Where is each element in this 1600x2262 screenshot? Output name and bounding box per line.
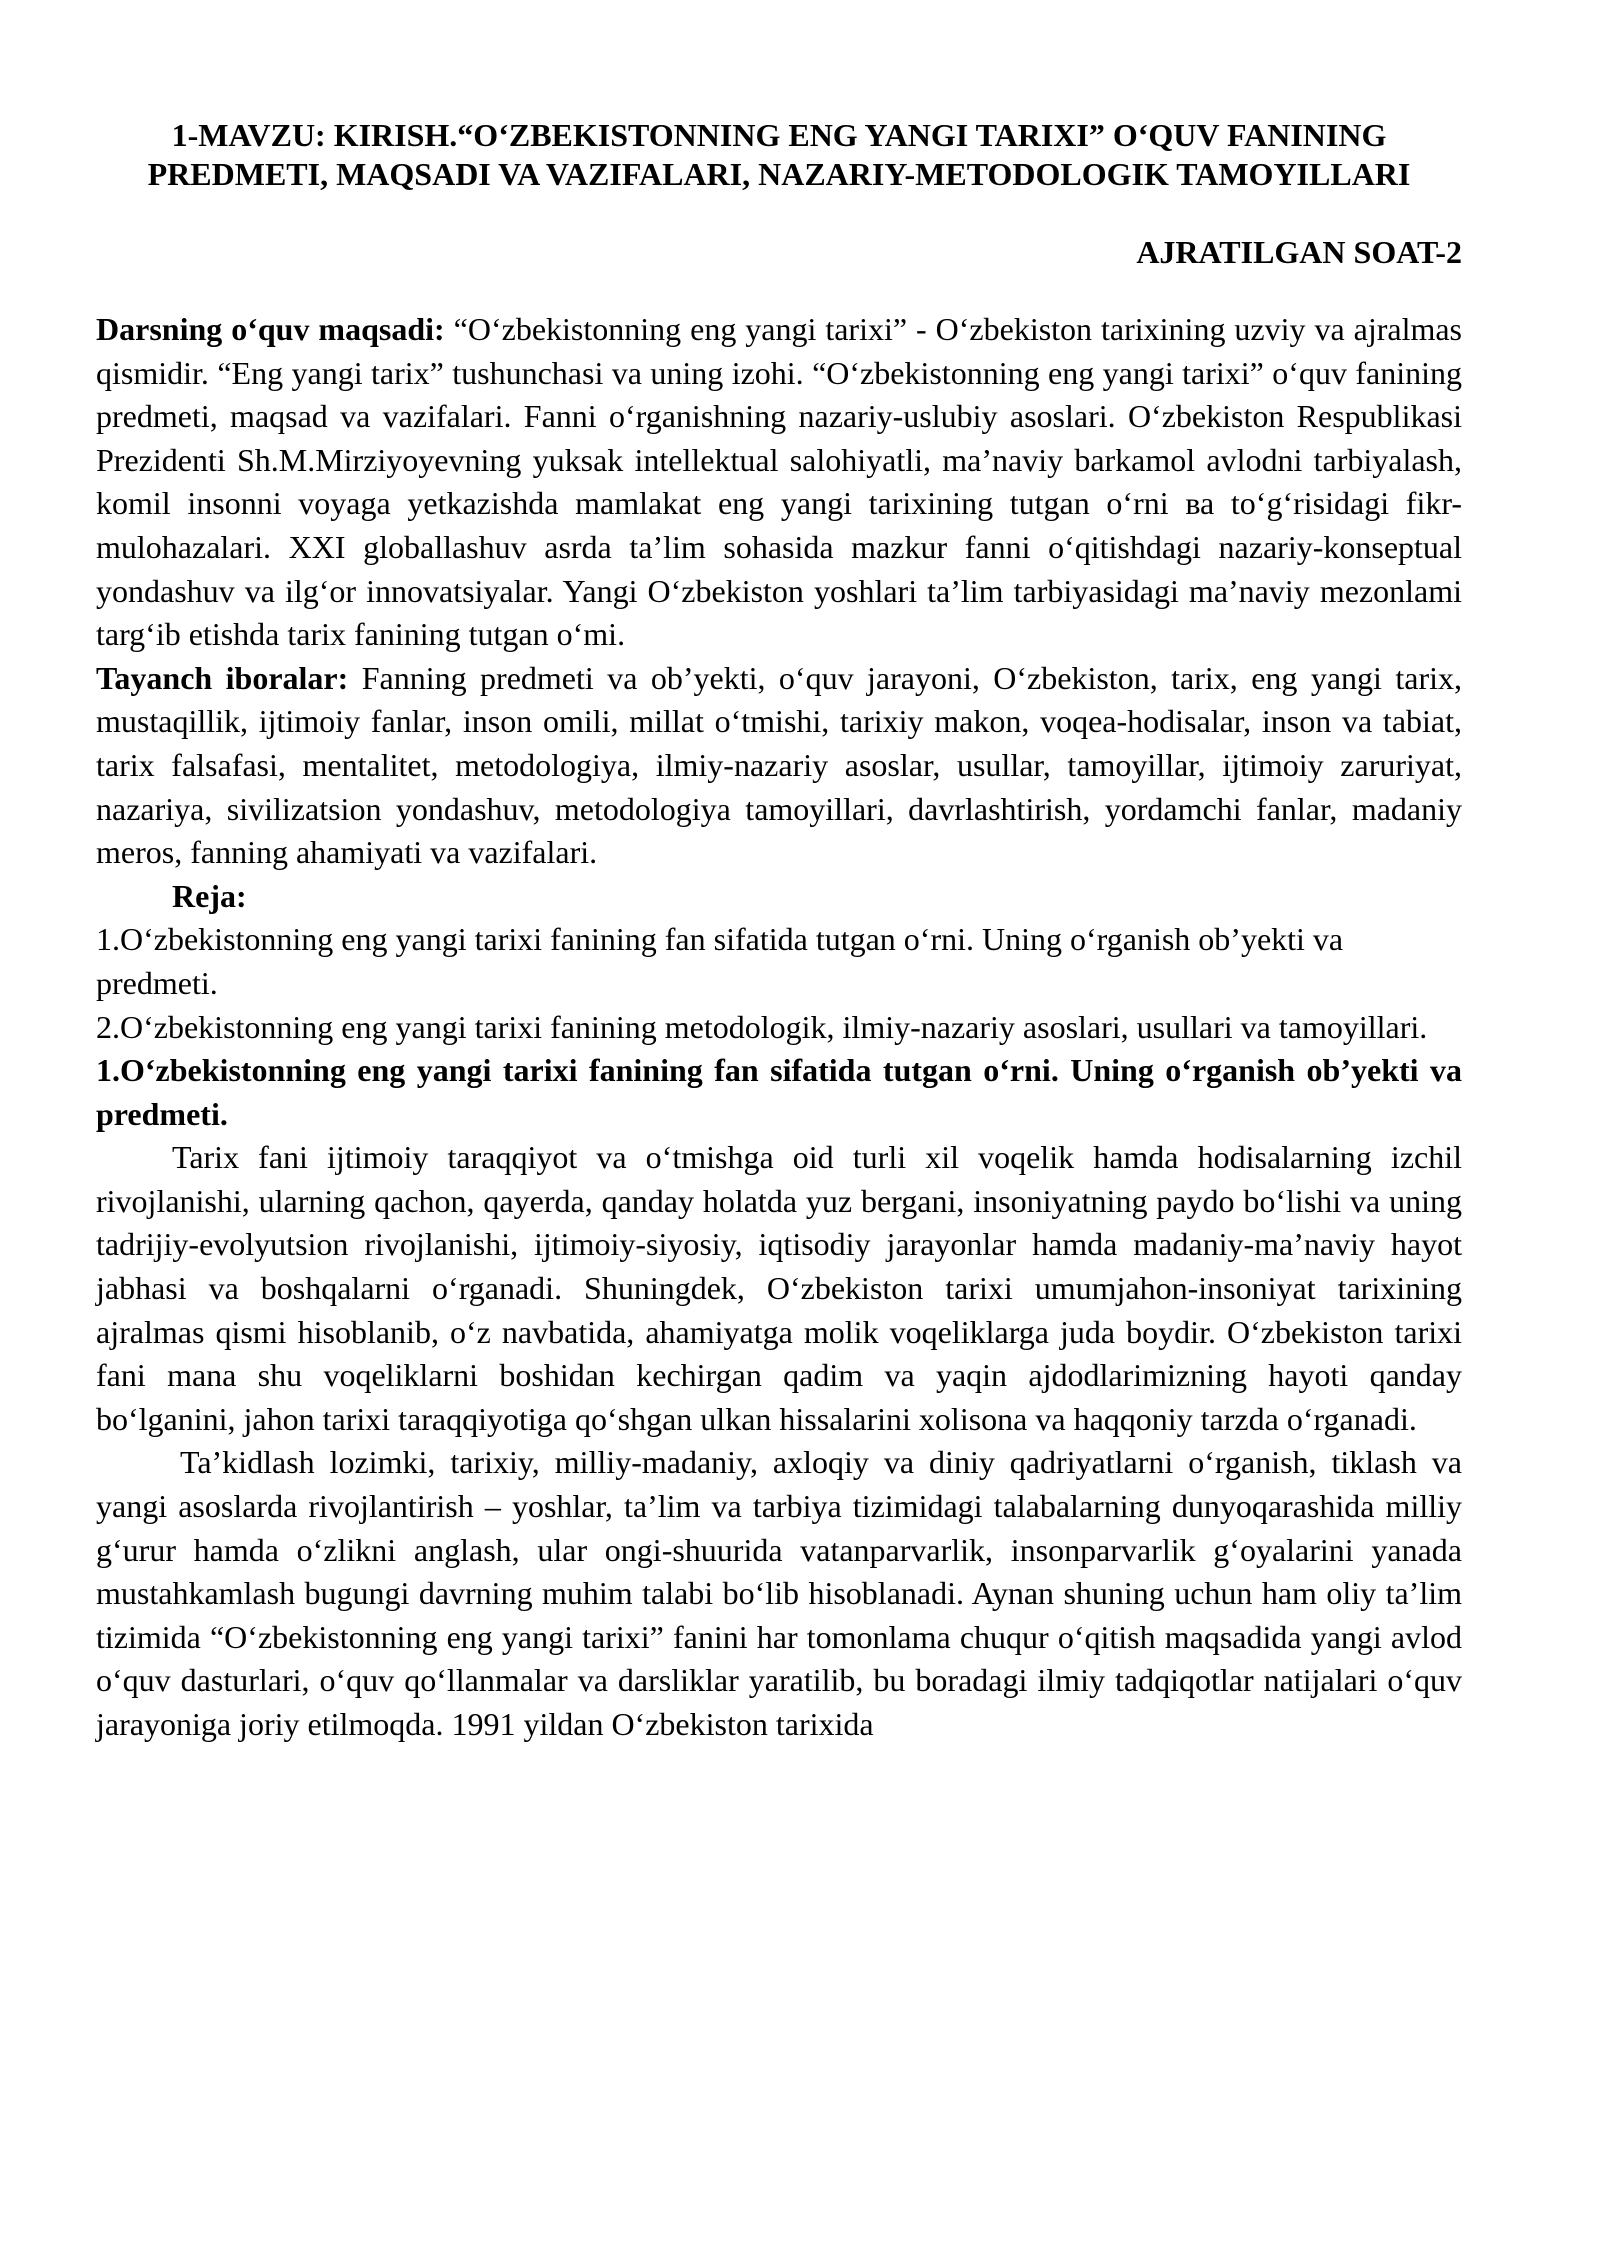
plan-item: 2.O‘zbekistonning eng yangi tarixi fanining metodologik, ilmiy-nazariy asoslari, usullari va tamoyillari. (96, 1008, 1428, 1045)
lesson-goal-text: “O‘zbekistonning eng yangi tarixi” - O‘zbekiston tarixining uzviy va ajralmas qismidir. “Eng yangi tarix” tushunchasi va uning izohi. “O‘zbekistonning eng yangi tarixi” o‘quv fanining predmeti, maqsad va vazifalari. Fanni o‘rganishning nazariy-uslubiy asoslari. O‘zbekiston Respublikasi Prezidenti Sh.M.Mirziyoyevning yuksak intellektual salohiyatli, ma’naviy barkamol avlodni tarbiyalash, komil insonni voyaga yetkazishda mamlakat eng yangi tarixining tutgan o‘rni ва to‘g‘risidagi fikr-mulohazalari. XXI globallashuv asrda ta’lim sohasida mazkur fanni o‘qitishdagi nazariy-konseptual yondashuv va ilg‘or innovatsiyalar. Yangi O‘zbekiston yoshlari ta’lim tarbiyasidagi ma’naviy mezonlami targ‘ib etishda tarix fanining tutgan o‘mi. (96, 311, 1463, 653)
plan-item: 1.O‘zbekistonning eng yangi tarixi fanining fan sifatida tutgan o‘rni. Uning o‘rganish ob’yekti va predmeti. (96, 921, 1344, 1001)
body-paragraph-2: Ta’kidlash lozimki, tarixiy, milliy-madaniy, axloqiy va diniy qadriyatlarni o‘rganish, tiklash va yangi asoslarda rivojlantirish – yoshlar, ta’lim va tarbiya tizimidagi talabalarning dunyoqarashida milliy g‘urur hamda o‘zlikni anglash, ular ongi-shuurida vatanparvarlik, insonparvarlik g‘oyalarini yanada mustahkamlash bugungi davrning muhim talabi bo‘lib hisoblanadi. Aynan shuning uchun ham oliy ta’lim tizimida “O‘zbekistonning eng yangi tarixi” fanini har tomonlama chuqur o‘qitish maqsadida yangi avlod o‘quv dasturlari, o‘quv qo‘llanmalar va darsliklar yaratilib, bu boradagi ilmiy tadqiqotlar natijalari o‘quv jarayoniga joriy etilmoqda. 1991 yildan O‘zbekiston tarixida (96, 1444, 1462, 1742)
keywords-label: Tayanch iboralar: (96, 659, 349, 696)
keywords-paragraph (96, 657, 1462, 875)
keywords-text: Fanning predmeti va ob’yekti, o‘quv jarayoni, O‘zbekiston, tarix, eng yangi tarix, mustaqillik, ijtimoiy fanlar, inson omili, millat o‘tmishi, tarixiy makon, voqea-hodisalar, inson va tabiat, tarix falsafasi, mentalitet, metodologiya, ilmiy-nazariy asoslar, usullar, tamoyillar, ijtimoiy zaruriyat, nazariya, sivilizatsion yondashuv, metodologiya tamoyillari, davrlashtirish, yordamchi fanlar, madaniy meros, fanning ahamiyati va vazifalari. (96, 659, 1463, 871)
lesson-goal-label: Darsning o‘quv maqsadi: (96, 311, 445, 347)
page-title: 1-MAVZU: KIRISH.“O‘ZBEKISTONNING ENG YANGI TARIXI” O‘QUV FANINING PREDMETI, MAQSADI VA VAZIFALARI, NAZARIY-METODOLOGIK TAMOYILLARI (147, 117, 1411, 192)
section-heading: 1.O‘zbekistonning eng yangi tarixi fanining fan sifatida tutgan o‘rni. Uning o‘rganish ob’yekti va predmeti. (96, 1052, 1462, 1132)
lesson-goal-paragraph (96, 308, 1462, 657)
allocated-hours: AJRATILGAN SOAT-2 (1136, 234, 1462, 270)
body-paragraph-1: Tarix fani ijtimoiy taraqqiyot va o‘tmishga oid turli xil voqelik hamda hodisalarning izchil rivojlanishi, ularning qachon, qayerda, qanday holatda yuz bergani, insoniyatning paydo bo‘lishi va uning tadrijiy-evolyutsion rivojlanishi, ijtimoiy-siyosiy, iqtisodiy jarayonlar hamda madaniy-ma’naviy hayot jabhasi va boshqalarni o‘rganadi. Shuningdek, O‘zbekiston tarixi umumjahon-insoniyat tarixining ajralmas qismi hisoblanib, o‘z navbatida, ahamiyatga molik voqeliklarga juda boydir. O‘zbekiston tarixi fani mana shu voqeliklarni boshidan kechirgan qadim va yaqin ajdodlarimizning hayoti qanday bo‘lganini, jahon tarixi taraqqiyotiga qo‘shgan ulkan hissalarini xolisona va haqqoniy tarzda o‘rganadi. (96, 1139, 1462, 1437)
document-page (96, 116, 1462, 1747)
plan-heading: Reja: (172, 877, 247, 914)
